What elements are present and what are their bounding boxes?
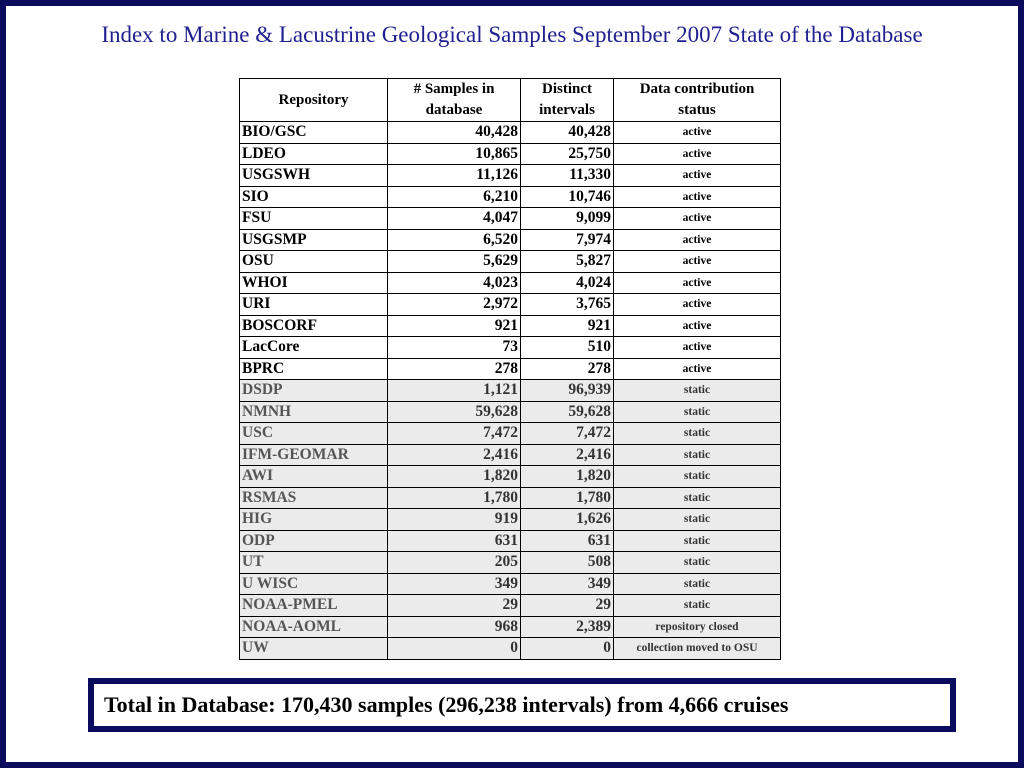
cell-intervals: 631 — [521, 530, 614, 552]
cell-intervals: 5,827 — [521, 251, 614, 273]
cell-samples: 968 — [388, 616, 521, 638]
cell-intervals: 59,628 — [521, 401, 614, 423]
cell-status: static — [614, 423, 781, 445]
cell-repository: BIO/GSC — [240, 122, 388, 144]
header-intervals-line1: Distinct — [542, 81, 592, 97]
cell-repository: USGSWH — [240, 165, 388, 187]
cell-repository: NOAA-AOML — [240, 616, 388, 638]
cell-intervals: 25,750 — [521, 143, 614, 165]
cell-repository: LDEO — [240, 143, 388, 165]
table-row — [240, 294, 781, 316]
cell-intervals: 9,099 — [521, 208, 614, 230]
cell-intervals: 3,765 — [521, 294, 614, 316]
cell-intervals: 7,974 — [521, 229, 614, 251]
table-header-row — [240, 79, 781, 122]
cell-samples: 5,629 — [388, 251, 521, 273]
table-row — [240, 509, 781, 531]
table-row — [240, 444, 781, 466]
cell-repository: USC — [240, 423, 388, 445]
cell-status: static — [614, 487, 781, 509]
cell-repository: BPRC — [240, 358, 388, 380]
cell-intervals: 40,428 — [521, 122, 614, 144]
cell-samples: 1,820 — [388, 466, 521, 488]
header-samples-line2: database — [425, 102, 483, 118]
cell-status: active — [614, 337, 781, 359]
cell-intervals: 1,820 — [521, 466, 614, 488]
cell-intervals: 29 — [521, 595, 614, 617]
cell-repository: LacCore — [240, 337, 388, 359]
cell-samples: 10,865 — [388, 143, 521, 165]
table-row — [240, 573, 781, 595]
header-status-line2: status — [678, 102, 716, 118]
cell-intervals: 508 — [521, 552, 614, 574]
table-row — [240, 208, 781, 230]
cell-repository: NMNH — [240, 401, 388, 423]
table-row — [240, 229, 781, 251]
cell-samples: 59,628 — [388, 401, 521, 423]
cell-samples: 7,472 — [388, 423, 521, 445]
cell-intervals: 921 — [521, 315, 614, 337]
cell-repository: HIG — [240, 509, 388, 531]
table-row — [240, 358, 781, 380]
cell-status: static — [614, 573, 781, 595]
table-row — [240, 638, 781, 660]
cell-samples: 631 — [388, 530, 521, 552]
header-samples — [388, 79, 521, 122]
cell-intervals: 2,389 — [521, 616, 614, 638]
header-repository — [240, 79, 388, 122]
cell-status: active — [614, 294, 781, 316]
cell-samples: 349 — [388, 573, 521, 595]
cell-intervals: 7,472 — [521, 423, 614, 445]
cell-repository: WHOI — [240, 272, 388, 294]
cell-status: static — [614, 509, 781, 531]
cell-status: static — [614, 552, 781, 574]
cell-status: active — [614, 229, 781, 251]
cell-status: static — [614, 595, 781, 617]
cell-status: active — [614, 358, 781, 380]
cell-samples: 0 — [388, 638, 521, 660]
cell-samples: 205 — [388, 552, 521, 574]
cell-samples: 40,428 — [388, 122, 521, 144]
cell-status: static — [614, 380, 781, 402]
table-row — [240, 466, 781, 488]
cell-samples: 919 — [388, 509, 521, 531]
cell-samples: 278 — [388, 358, 521, 380]
table-row — [240, 251, 781, 273]
table-body — [240, 122, 781, 660]
cell-samples: 6,210 — [388, 186, 521, 208]
cell-samples: 4,047 — [388, 208, 521, 230]
cell-repository: RSMAS — [240, 487, 388, 509]
slide-frame — [6, 6, 1018, 762]
table-row — [240, 165, 781, 187]
cell-status: active — [614, 208, 781, 230]
cell-status: active — [614, 251, 781, 273]
cell-repository: ODP — [240, 530, 388, 552]
header-repository-label: Repository — [278, 91, 349, 108]
table-row — [240, 595, 781, 617]
cell-status: active — [614, 143, 781, 165]
cell-intervals: 11,330 — [521, 165, 614, 187]
cell-intervals: 2,416 — [521, 444, 614, 466]
table-row — [240, 616, 781, 638]
table-row — [240, 315, 781, 337]
cell-repository: UT — [240, 552, 388, 574]
cell-samples: 2,972 — [388, 294, 521, 316]
cell-repository: NOAA-PMEL — [240, 595, 388, 617]
table-row — [240, 530, 781, 552]
table-row — [240, 272, 781, 294]
cell-repository: UW — [240, 638, 388, 660]
cell-repository: OSU — [240, 251, 388, 273]
table-row — [240, 423, 781, 445]
cell-status: active — [614, 122, 781, 144]
header-intervals — [521, 79, 614, 122]
cell-samples: 1,780 — [388, 487, 521, 509]
cell-repository: AWI — [240, 466, 388, 488]
table-row — [240, 186, 781, 208]
cell-samples: 4,023 — [388, 272, 521, 294]
cell-intervals: 349 — [521, 573, 614, 595]
cell-samples: 921 — [388, 315, 521, 337]
header-status-line1: Data contribution — [639, 81, 755, 97]
total-box — [88, 678, 956, 732]
cell-repository: SIO — [240, 186, 388, 208]
cell-samples: 6,520 — [388, 229, 521, 251]
header-status — [614, 79, 781, 122]
table-row — [240, 337, 781, 359]
cell-intervals: 96,939 — [521, 380, 614, 402]
cell-status: collection moved to OSU — [614, 638, 781, 660]
cell-repository: DSDP — [240, 380, 388, 402]
cell-intervals: 1,626 — [521, 509, 614, 531]
cell-status: static — [614, 530, 781, 552]
table-row — [240, 487, 781, 509]
cell-samples: 73 — [388, 337, 521, 359]
cell-repository: FSU — [240, 208, 388, 230]
cell-repository: URI — [240, 294, 388, 316]
cell-intervals: 0 — [521, 638, 614, 660]
repository-table — [239, 78, 781, 660]
table-row — [240, 552, 781, 574]
cell-samples: 1,121 — [388, 380, 521, 402]
total-text: Total in Database: 170,430 samples (296,238 intervals) from 4,666 cruises — [94, 684, 950, 726]
cell-samples: 2,416 — [388, 444, 521, 466]
cell-status: active — [614, 165, 781, 187]
cell-intervals: 1,780 — [521, 487, 614, 509]
cell-status: static — [614, 466, 781, 488]
table-row — [240, 401, 781, 423]
cell-status: active — [614, 315, 781, 337]
cell-repository: USGSMP — [240, 229, 388, 251]
table-row — [240, 380, 781, 402]
cell-status: active — [614, 272, 781, 294]
cell-status: active — [614, 186, 781, 208]
cell-repository: BOSCORF — [240, 315, 388, 337]
cell-intervals: 278 — [521, 358, 614, 380]
table-row — [240, 122, 781, 144]
header-intervals-line2: intervals — [539, 102, 595, 118]
cell-intervals: 10,746 — [521, 186, 614, 208]
cell-intervals: 510 — [521, 337, 614, 359]
cell-repository: U WISC — [240, 573, 388, 595]
cell-repository: IFM-GEOMAR — [240, 444, 388, 466]
header-samples-line1: # Samples in — [413, 81, 495, 97]
cell-status: repository closed — [614, 616, 781, 638]
cell-samples: 11,126 — [388, 165, 521, 187]
cell-status: static — [614, 401, 781, 423]
cell-samples: 29 — [388, 595, 521, 617]
table-row — [240, 143, 781, 165]
cell-intervals: 4,024 — [521, 272, 614, 294]
page-title: Index to Marine & Lacustrine Geological Samples September 2007 State of the Database — [101, 22, 923, 47]
cell-status: static — [614, 444, 781, 466]
